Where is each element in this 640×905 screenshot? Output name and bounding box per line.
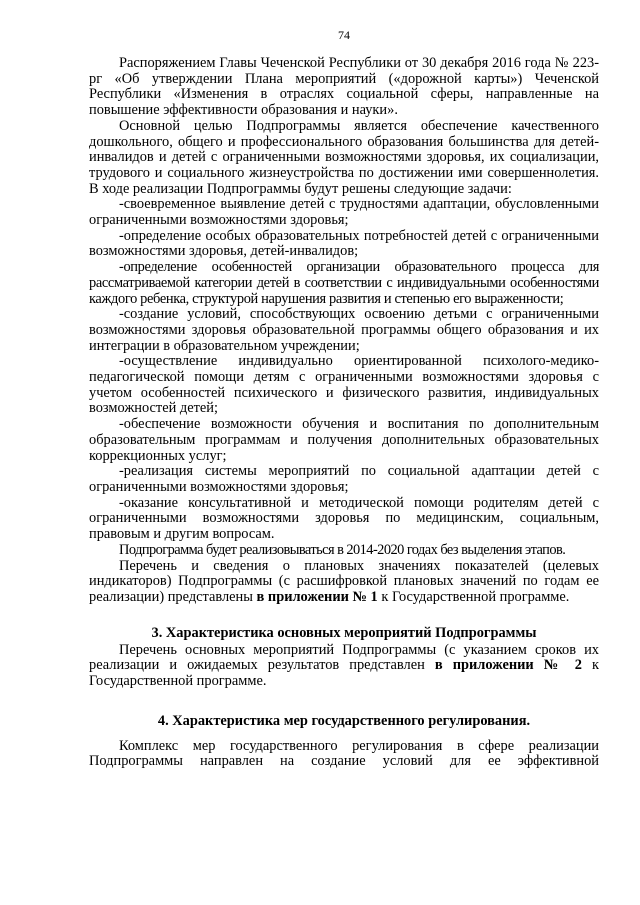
paragraph-subprogram-goal: Основной целью Подпрограммы является обеспечение качественного дошкольного, общего и профессионального образования большинства для детей-инвалидов и детей с ограниченными возможностями здоровья, их социализации, трудового и социального жизнеустройства по достижении ими совершеннолетия. В ходе реализации Подпрограммы будут решены следующие задачи:: [89, 117, 599, 197]
task-item-process-organization: -определение особенностей организации образовательного процесса для рассматриваемой категории детей в соответствии с индивидуальными особенностями каждого ребенка, структурой нарушения развития и степенью его выраженности;: [89, 259, 599, 307]
section-heading-4: 4. Характеристика мер государственного регулирования.: [157, 712, 531, 729]
paragraph-indicators: [89, 559, 599, 606]
paragraph-decree-reference: Распоряжением Главы Чеченской Республики от 30 декабря 2016 года № 223-рг «Об утверждении Плана мероприятий («дорожной карты») Чеченской Республики «Изменения в отраслях социальной сферы, направленные на повышение эффективности образования и науки».: [89, 55, 599, 119]
task-item-identification: -своевременное выявление детей с трудностями адаптации, обусловленными ограниченными возможностями здоровья;: [89, 196, 599, 229]
task-item-conditions: -создание условий, способствующих освоению детьми с ограниченными возможностями здоровья образовательной программы общего образования и их интеграции в образовательном учреждении;: [89, 306, 599, 354]
appendix-2-reference: в приложении № 2: [434, 657, 582, 674]
section-heading-3: 3. Характеристика основных мероприятий Подпрограммы: [151, 624, 537, 641]
appendix-1-reference: в приложении № 1: [256, 588, 378, 605]
paragraph-indicators-text: Перечень и сведения о плановых значениях показателей (целевых индикаторов) Подпрограммы (с расшифровкой плановых значений по годам ее реализации) представлены: [89, 557, 599, 605]
task-item-individual-help: -осуществление индивидуально ориентированной психолого-медико-педагогической помощи детям с ограниченными возможностями здоровья с учетом особенностей психического и физического развития, индивидуальных возможностей детей;: [89, 353, 599, 417]
task-item-additional-education: -обеспечение возможности обучения и воспитания по дополнительным образовательным программам и получения дополнительных образовательных коррекционных услуг;: [89, 416, 599, 464]
paragraph-implementation-period: Подпрограмма будет реализовываться в 2014-2020 годах без выделения этапов.: [119, 541, 566, 558]
task-item-social-adaptation: -реализация системы мероприятий по социальной адаптации детей с ограниченными возможностями здоровья;: [89, 463, 599, 495]
paragraph-indicators-tail: к Государственной программе.: [377, 588, 570, 605]
document-body: [89, 56, 599, 770]
task-item-parent-consulting: -оказание консультативной и методической помощи родителям детей с ограниченными возможностями здоровья по медицинским, социальным, правовым и другим вопросам.: [89, 494, 599, 543]
paragraph-main-activities: [89, 643, 599, 690]
paragraph-main-activities-tail: к Государственной программе.: [89, 657, 599, 690]
task-item-educational-needs: -определение особых образовательных потребностей детей с ограниченными возможностями здоровья, детей-инвалидов;: [89, 227, 599, 260]
page-number: 74: [338, 28, 350, 42]
paragraph-state-regulation: Комплекс мер государственного регулирования в сфере реализации Подпрограммы направлен на создание условий для ее эффективной: [89, 737, 599, 770]
paragraph-main-activities-text: Перечень основных мероприятий Подпрограммы (с указанием сроков их реализации и ожидаемых результатов представлен: [89, 641, 599, 674]
